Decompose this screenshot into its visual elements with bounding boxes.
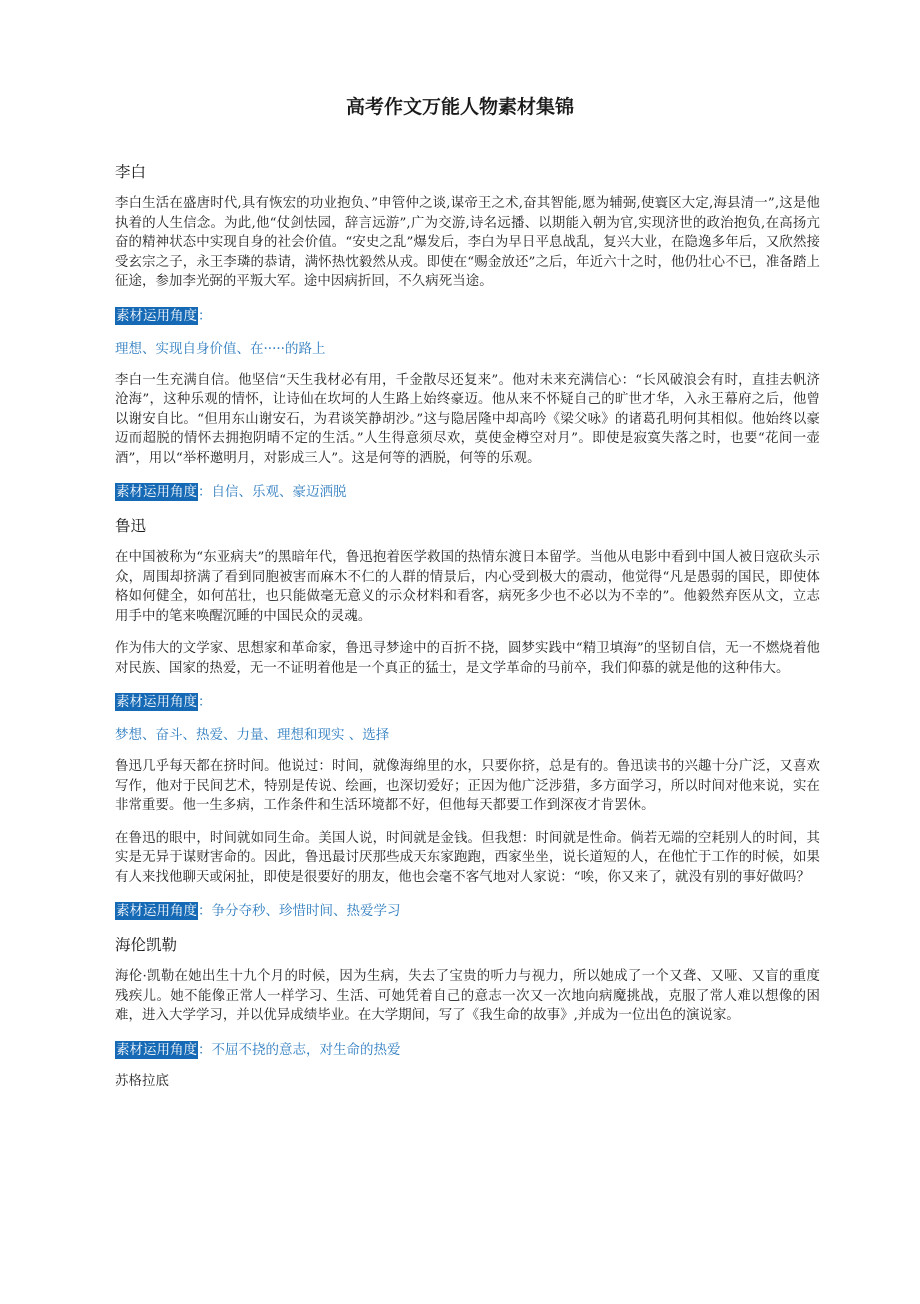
- paragraph: 在鲁迅的眼中，时间就如同生命。美国人说，时间就是金钱。但我想：时间就是性命。倘若无端的空耗别人的时间，其实是无异于谋财害命的。因此，鲁迅最讨厌那些成天东家跑跑，西家坐坐，说长道短的人，在他忙于工作的时候，如果有人来找他聊天或闲扯，即使是很要好的朋友，他也会毫不客气地对人家说：“唉，你又来了，就没有别的事好做吗？: [115, 830, 820, 885]
- document-body: [115, 160, 820, 1104]
- keywords-line: 理想、实现自身价值、在·····的路上: [115, 340, 326, 357]
- colon: ：: [198, 1041, 212, 1058]
- section-heading-libai: 李白: [115, 163, 147, 181]
- section-heading-keller: 海伦凯勒: [115, 936, 178, 954]
- colon: ：: [198, 307, 212, 324]
- keywords-line: 梦想、奋斗、热爱、力量、理想和现实 、选择: [115, 727, 390, 743]
- material-angle-label: 素材运用角度: [116, 903, 197, 919]
- colon: ：: [198, 484, 212, 500]
- material-angle-label: 素材运用角度: [116, 484, 197, 500]
- paragraph: 在中国被称为“东亚病夫”的黑暗年代，鲁迅抱着医学救国的热情东渡日本留学。当他从电影中看到中国人被日寇砍头示众，周围却挤满了看到同胞被害而麻木不仁的人群的情景后，内心受到极大的震动，他觉得“凡是愚弱的国民，即使体格如何健全，如何茁壮，也只能做毫无意义的示众材料和看客，病死多少也不必以为不幸的”。他毅然弃医从文，立志用手中的笔来唤醒沉睡的中国民众的灵魂。: [115, 550, 820, 624]
- paragraph: 李白一生充满自信。他坚信“天生我材必有用，千金散尽还复来”。他对未来充满信心：“长风破浪会有时，直挂去帆济沧海”，这种乐观的情怀，让诗仙在坎坷的人生路上始终豪迈。他从来不怀疑自己的旷世才华，入永王幕府之后，他曾以谢安自比。“但用东山谢安石，为君谈笑静胡沙。”这与隐居隆中却高吟《梁父咏》的诸葛孔明何其相似。他始终以豪迈而超脱的情怀去拥抱阴晴不定的生活。”人生得意须尽欢，莫使金樽空对月”。即使是寂寞失落之时，也要“花间一壶酒”，用以“举杯邀明月，对影成三人”。这是何等的洒脱，何等的乐观。: [115, 372, 820, 466]
- paragraph: 海伦·凯勒在她出生十九个月的时候，因为生病，失去了宝贵的听力与视力，所以她成了一个又聋、又哑、又盲的重度残疾儿。她不能像正常人一样学习、生活、可她凭着自己的意志一次又一次地向病魔挑战，克服了常人难以想像的困难，进入大学学习，并以优异成绩毕业。在大学期间，写了《我生命的故事》,并成为一位出色的演说家。: [115, 969, 820, 1023]
- material-angle-value: 争分夺秒、珍惜时间、热爱学习: [211, 903, 401, 919]
- section-heading-socrates: 苏格拉底: [115, 1073, 169, 1089]
- material-angle-line: [115, 900, 820, 922]
- material-angle-line: [115, 691, 820, 713]
- paragraph: 鲁迅几乎每天都在挤时间。他说过：时间，就像海绵里的水，只要你挤，总是有的。鲁迅读书的兴趣十分广泛，又喜欢写作，他对于民间艺术，特别是传说、绘画，也深切爱好；正因为他广泛涉猎，多方面学习，所以时间对他来说，实在非常重要。他一生多病，工作条件和生活环境都不好，但他每天都要工作到深夜才肯罢休。: [115, 759, 820, 813]
- material-angle-line: [115, 1039, 820, 1061]
- paragraph: 作为伟大的文学家、思想家和革命家，鲁迅寻梦途中的百折不挠，圆梦实践中“精卫填海”的坚韧自信，无一不燃烧着他对民族、国家的热爱，无一不证明着他是一个真正的猛士，是文学革命的马前卒，我们仰慕的就是他的这种伟大。: [115, 641, 820, 676]
- colon: ：: [198, 694, 212, 710]
- material-angle-line: [115, 305, 820, 327]
- page-title: 高考作文万能人物素材集锦: [345, 96, 574, 118]
- material-angle-line: [115, 481, 820, 503]
- colon: ：: [198, 903, 212, 919]
- section-heading-luxun: 鲁迅: [115, 517, 147, 535]
- material-angle-label: 素材运用角度: [116, 1041, 197, 1058]
- paragraph: 李白生活在盛唐时代,具有恢宏的功业抱负、”申管仲之谈,谋帝王之术,奋其智能,愿为辅弼,使寰区大定,海县清一”,这是他执着的人生信念。为此,他“仗剑怯园，辞言远游”,广为交游,诗名远播、以期能入朝为官,实现济世的政治抱负,在高扬亢奋的精神状态中实现自身的社会价值。“安史之乱”爆发后，李白为早日平息战乱，复兴大业，在隐逸多年后，又欣然接受玄宗之子，永王李璘的恭请，满怀热忱毅然从戎。即使在“赐金放还”之后，年近六十之时，他仍壮心不已，准备踏上征途，参加李光弼的平叛大军。途中因病折回，不久病死当途。: [115, 196, 820, 289]
- material-angle-value: 自信、乐观、豪迈洒脱: [211, 484, 347, 500]
- material-angle-label: 素材运用角度: [116, 307, 197, 324]
- material-angle-label: 素材运用角度: [116, 694, 197, 710]
- material-angle-value: 不屈不挠的意志，对生命的热爱: [211, 1041, 401, 1058]
